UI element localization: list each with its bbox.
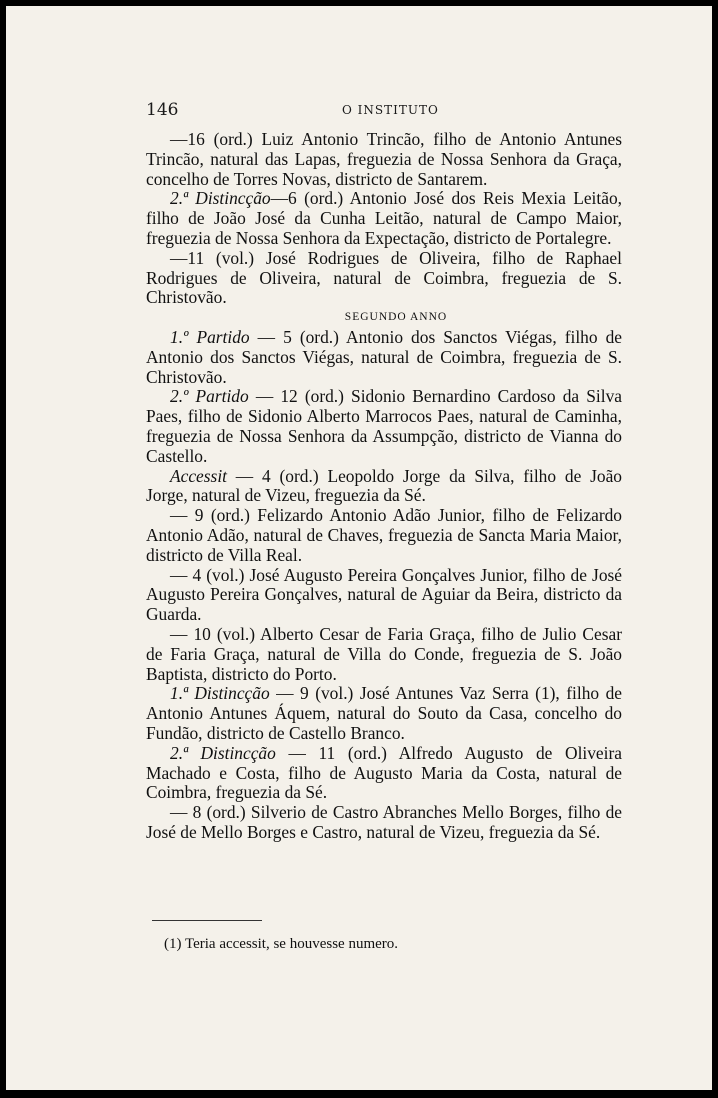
paragraph — [146, 387, 622, 466]
footnote: (1) Teria accessit, se houvesse numero. — [164, 936, 399, 952]
paragraph-lead: 2.º Partido — [170, 386, 249, 407]
paragraph-rest: — 11 (ord.) Alfredo Augusto de Oliveira Machado e Costa, filho de Augusto Maria da Costa, natural de Coimbra, freguezia da Sé. — [146, 742, 622, 803]
paragraph-rest: —6 (ord.) Antonio José dos Reis Mexia Leitão, filho de João José da Cunha Leitão, natural de Campo Maior, freguezia de Nossa Senhora da Expectação, districto de Portalegre. — [146, 188, 622, 248]
paragraph: — 9 (ord.) Felizardo Antonio Adão Junior, filho de Felizardo Antonio Adão, natural de Chaves, freguezia de Sancta Maria Maior, districto de Villa Real. — [146, 505, 622, 565]
footnote-divider — [152, 920, 262, 921]
document-page — [6, 6, 712, 1090]
paragraph — [146, 467, 622, 507]
paragraph: —16 (ord.) Luiz Antonio Trincão, filho de Antonio Antunes Trincão, natural das Lapas, freguezia de Nossa Senhora da Graça, concelho de Torres Novas, districto de Santarem. — [146, 129, 622, 189]
paragraph-rest: — 5 (ord.) Antonio dos Sanctos Viégas, filho de Antonio dos Sanctos Viégas, natural de Coimbra, freguezia de S. Christovão. — [146, 326, 622, 387]
paragraph-lead: 1.º Partido — [170, 326, 250, 347]
paragraph-lead: 2.ª Distincção — [170, 188, 271, 209]
paragraph-lead: Accessit — [170, 465, 227, 486]
page-number: 146 — [146, 100, 179, 120]
paragraph — [146, 328, 622, 387]
paragraph-rest: — 9 (vol.) José Antunes Vaz Serra (1), filho de Antonio Antunes Áquem, natural do Souto da Casa, concelho do Fundão, districto de Castello Branco. — [146, 683, 622, 743]
body-text — [146, 130, 622, 843]
paragraph: — 4 (vol.) José Augusto Pereira Gonçalves Junior, filho de José Augusto Pereira Gonçalves, natural de Aguiar da Beira, districto da Guarda. — [146, 564, 622, 625]
page-header — [146, 100, 626, 120]
paragraph — [146, 189, 622, 248]
paragraph: — 8 (ord.) Silverio de Castro Abranches Mello Borges, filho de José de Mello Borges e Castro, natural de Vizeu, freguezia da Sé. — [146, 802, 622, 842]
section-heading: SEGUNDO ANNO — [344, 311, 448, 324]
paragraph-rest: — 12 (ord.) Sidonio Bernardino Cardoso da Silva Paes, filho de Sidonio Alberto Marrocos Paes, natural de Caminha, freguezia de Nossa Senhora da Assumpção, districto de Vianna do Castello. — [146, 386, 622, 466]
paragraph: — 10 (vol.) Alberto Cesar de Faria Graça, filho de Julio Cesar de Faria Graça, natural de Villa do Conde, freguezia de S. João Baptista, districto do Porto. — [146, 623, 622, 684]
running-head: O INSTITUTO — [342, 103, 439, 117]
paragraph-lead: 2.ª Distincção — [170, 742, 276, 763]
paragraph-rest: — 4 (ord.) Leopoldo Jorge da Silva, filho de João Jorge, natural de Vizeu, freguezia da Sé. — [146, 465, 622, 506]
paragraph — [146, 744, 622, 803]
paragraph: —11 (vol.) José Rodrigues de Oliveira, filho de Raphael Rodrigues de Oliveira, natural de Coimbra, freguezia de S. Christovão. — [146, 247, 622, 308]
paragraph — [146, 684, 622, 743]
paragraph-lead: 1.ª Distincção — [170, 683, 270, 704]
